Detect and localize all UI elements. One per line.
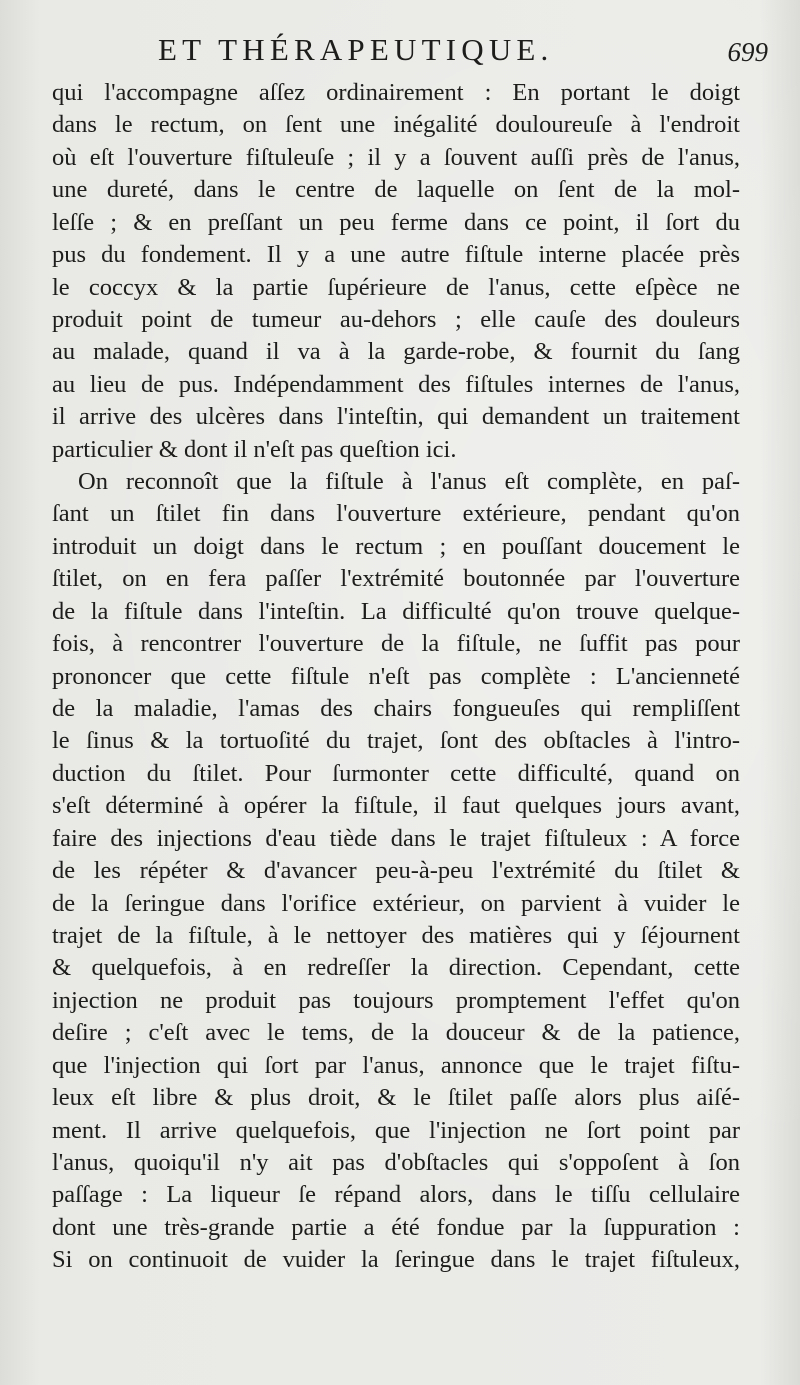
- text-line: paſſage : La liqueur ſe répand alors, dans le tiſſu cellulaire: [52, 1181, 740, 1209]
- text-line: introduit un doigt dans le rectum ; en pouſſant doucement le: [52, 532, 740, 560]
- text-line: de la ſeringue dans l'orifice extérieur, on parvient à vuider le: [52, 889, 740, 917]
- text-line: ſtilet, on en fera paſſer l'extrémité boutonnée par l'ouverture: [52, 565, 740, 593]
- text-line: duction du ſtilet. Pour ſurmonter cette difficulté, quand on: [52, 759, 740, 787]
- text-line: leux eſt libre & plus droit, & le ſtilet paſſe alors plus aiſé-: [52, 1084, 740, 1112]
- text-line: au lieu de pus. Indépendamment des fiſtules internes de l'anus,: [52, 370, 740, 398]
- text-line: qui l'accompagne aſſez ordinairement : En portant le doigt: [52, 79, 740, 106]
- text-line: le ſinus & la tortuoſité du trajet, ſont des obſtacles à l'intro-: [52, 727, 740, 755]
- text-line: & quelquefois, à en redreſſer la direction. Cependant, cette: [52, 954, 740, 982]
- text-line: où eſt l'ouverture fiſtuleuſe ; il y a ſouvent auſſi près de l'anus,: [52, 143, 740, 171]
- text-line: l'anus, quoiqu'il n'y ait pas d'obſtacles qui s'oppoſent à ſon: [52, 1148, 740, 1176]
- body-text: [52, 77, 740, 1277]
- text-line: de la fiſtule dans l'inteſtin. La difficulté qu'on trouve quelque-: [52, 597, 740, 625]
- text-line: une dureté, dans le centre de laquelle on ſent de la mol-: [52, 176, 740, 204]
- text-line: de la maladie, l'amas des chairs fongueuſes qui rempliſſent: [52, 695, 740, 723]
- text-line: dans le rectum, on ſent une inégalité douloureuſe à l'endroit: [52, 111, 740, 139]
- text-line: produit point de tumeur au-dehors ; elle cauſe des douleurs: [52, 305, 740, 333]
- running-head-title: ET THÉRAPEUTIQUE.: [158, 32, 554, 67]
- text-line: de les répéter & d'avancer peu-à-peu l'extrémité du ſtilet &: [52, 857, 740, 885]
- text-line: le coccyx & la partie ſupérieure de l'anus, cette eſpèce ne: [52, 273, 740, 301]
- text-line: dont une très-grande partie a été fondue par la ſuppuration :: [52, 1213, 740, 1241]
- text-line: leſſe ; & en preſſant un peu ferme dans ce point, il ſort du: [52, 208, 740, 236]
- text-line: il arrive des ulcères dans l'inteſtin, qui demandent un traitement: [52, 403, 740, 431]
- text-line: prononcer que cette fiſtule n'eſt pas complète : L'ancienneté: [52, 662, 740, 690]
- text-line: ſant un ſtilet fin dans l'ouverture extérieure, pendant qu'on: [52, 500, 740, 528]
- text-line: Si on continuoit de vuider la ſeringue dans le trajet fiſtuleux,: [52, 1246, 740, 1274]
- text-line: deſire ; c'eſt avec le tems, de la douceur & de la patience,: [52, 1019, 740, 1047]
- text-line: On reconnoît que la fiſtule à l'anus eſt complète, en paſ-: [78, 468, 740, 496]
- text-line: ment. Il arrive quelquefois, que l'injection ne ſort point par: [52, 1116, 740, 1144]
- running-head: [150, 30, 770, 70]
- text-line: particulier & dont il n'eſt pas queſtion ici.: [52, 435, 457, 463]
- text-line: s'eſt déterminé à opérer la fiſtule, il faut quelques jours avant,: [52, 792, 740, 820]
- text-line: que l'injection qui ſort par l'anus, annonce que le trajet fiſtu-: [52, 1051, 740, 1079]
- text-line: faire des injections d'eau tiède dans le trajet fiſtuleux : A force: [52, 824, 740, 852]
- text-line: injection ne produit pas toujours promptement l'effet qu'on: [52, 986, 740, 1014]
- text-line: au malade, quand il va à la garde-robe, & fournit du ſang: [52, 338, 740, 366]
- page-number: 699: [727, 37, 768, 67]
- text-line: pus du fondement. Il y a une autre fiſtule interne placée près: [52, 241, 740, 269]
- text-line: trajet de la fiſtule, à le nettoyer des matières qui y ſéjournent: [52, 921, 740, 949]
- text-line: fois, à rencontrer l'ouverture de la fiſtule, ne ſuffit pas pour: [52, 630, 740, 658]
